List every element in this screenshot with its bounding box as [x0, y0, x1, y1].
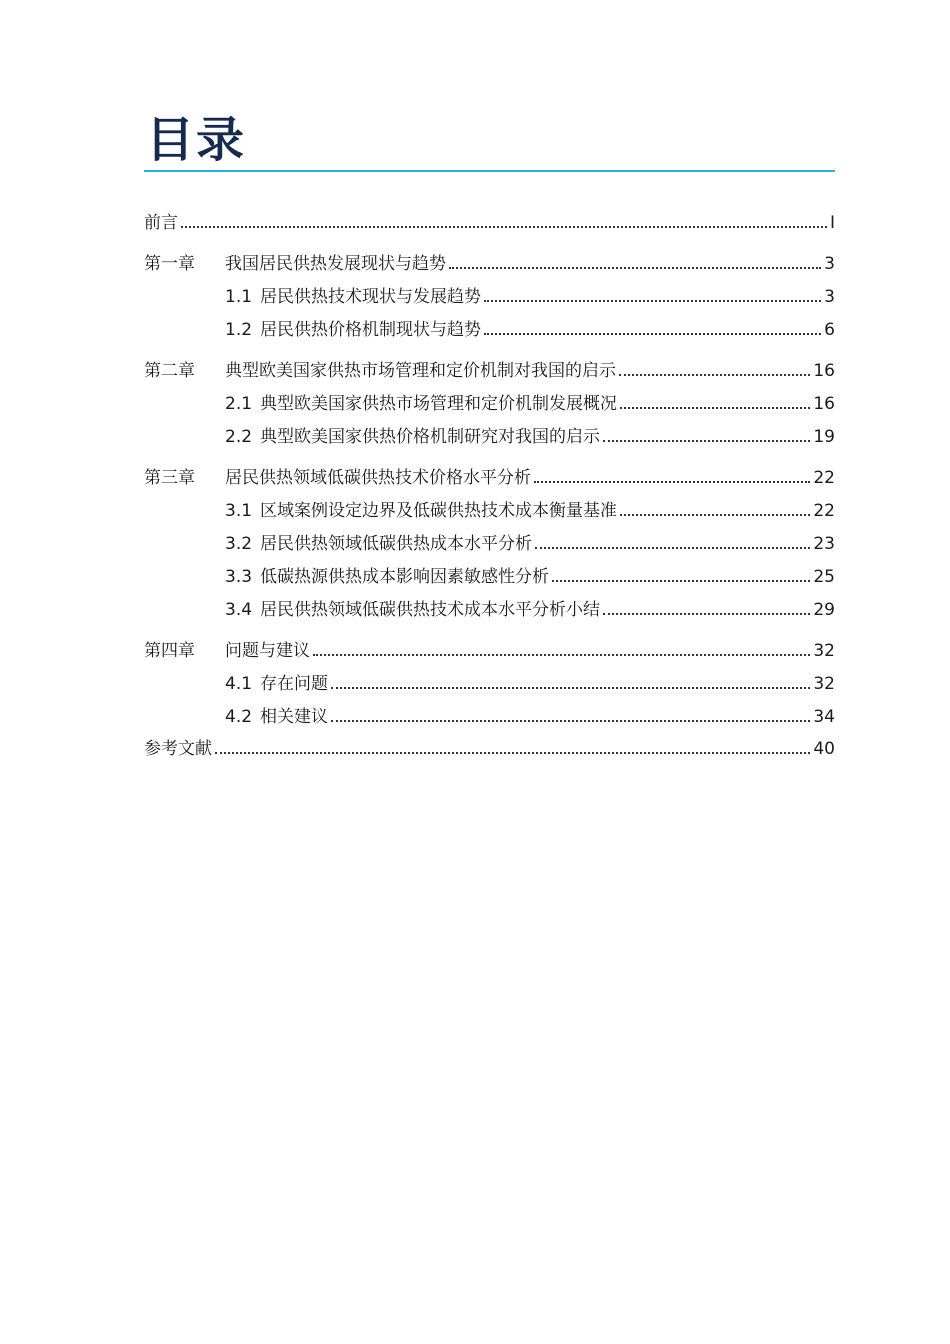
toc-page-number: I — [829, 213, 835, 233]
dot-leader — [181, 226, 827, 228]
toc-page-number: 6 — [824, 320, 835, 340]
toc-chapter-1[interactable] — [144, 249, 835, 275]
dot-leader — [331, 687, 810, 689]
toc-entry-preface[interactable] — [144, 208, 835, 234]
dot-leader — [535, 547, 810, 549]
section-number: 4.1 — [225, 674, 253, 694]
dot-leader — [620, 514, 810, 516]
toc-entry-title: 居民供热技术现状与发展趋势 — [260, 287, 482, 307]
dot-leader — [331, 720, 810, 722]
toc-page-number: 40 — [813, 739, 835, 759]
toc-section-3-1[interactable] — [225, 496, 835, 522]
toc-entry-title: 前言 — [144, 213, 178, 233]
dot-leader — [215, 752, 810, 754]
section-number: 1.2 — [225, 320, 253, 340]
dot-leader — [534, 481, 810, 483]
toc-entry-title: 典型欧美国家供热价格机制研究对我国的启示 — [260, 427, 601, 447]
toc-entry-title: 我国居民供热发展现状与趋势 — [225, 254, 446, 274]
toc-page-number: 16 — [813, 361, 835, 381]
toc-entry-title: 居民供热领域低碳供热技术价格水平分析 — [225, 468, 531, 488]
toc-section-4-2[interactable] — [225, 702, 835, 728]
toc-page-number: 3 — [824, 287, 835, 307]
toc-page-number: 32 — [813, 674, 835, 694]
toc-section-3-4[interactable] — [225, 595, 835, 621]
toc-page-number: 34 — [813, 707, 835, 727]
toc-page-number: 16 — [813, 394, 835, 414]
toc-entry-title: 低碳热源供热成本影响因素敏感性分析 — [260, 567, 550, 587]
toc-chapter-3[interactable] — [144, 463, 835, 489]
dot-leader — [619, 374, 810, 376]
toc-entry-title: 典型欧美国家供热市场管理和定价机制发展概况 — [260, 394, 618, 414]
toc-section-3-2[interactable] — [225, 529, 835, 555]
toc-page-number: 22 — [813, 501, 835, 521]
section-number: 2.2 — [225, 427, 253, 447]
dot-leader — [484, 300, 821, 302]
toc-entry-title: 典型欧美国家供热市场管理和定价机制对我国的启示 — [225, 361, 616, 381]
toc-page-number: 22 — [813, 468, 835, 488]
toc-page-number: 3 — [824, 254, 835, 274]
section-number: 4.2 — [225, 707, 253, 727]
toc-section-2-1[interactable] — [225, 389, 835, 415]
dot-leader — [552, 580, 810, 582]
chapter-label: 第一章 — [144, 254, 195, 274]
toc-entry-title: 区域案例设定边界及低碳供热技术成本衡量基准 — [260, 501, 618, 521]
section-number: 3.1 — [225, 501, 253, 521]
toc-entry-title: 存在问题 — [260, 674, 329, 694]
toc-entry-title: 相关建议 — [260, 707, 329, 727]
section-number: 3.3 — [225, 567, 253, 587]
dot-leader — [603, 440, 810, 442]
toc-section-1-2[interactable] — [225, 315, 835, 341]
toc-section-1-1[interactable] — [225, 282, 835, 308]
toc-page-number: 29 — [813, 600, 835, 620]
section-number: 2.1 — [225, 394, 253, 414]
section-number: 3.2 — [225, 534, 253, 554]
toc-page-number: 19 — [813, 427, 835, 447]
toc-section-2-2[interactable] — [225, 422, 835, 448]
dot-leader — [484, 333, 821, 335]
toc-entry-references[interactable] — [144, 734, 835, 760]
dot-leader — [603, 613, 810, 615]
dot-leader — [313, 654, 810, 656]
chapter-label: 第二章 — [144, 361, 195, 381]
toc-entry-title: 参考文献 — [144, 739, 212, 759]
toc-entry-title: 居民供热价格机制现状与趋势 — [260, 320, 482, 340]
toc-section-4-1[interactable] — [225, 669, 835, 695]
dot-leader — [620, 407, 810, 409]
chapter-label: 第三章 — [144, 468, 195, 488]
section-number: 1.1 — [225, 287, 253, 307]
toc-section-3-3[interactable] — [225, 562, 835, 588]
toc-entry-title: 居民供热领域低碳供热技术成本水平分析小结 — [260, 600, 601, 620]
toc-page-number: 23 — [813, 534, 835, 554]
dot-leader — [449, 267, 821, 269]
chapter-label: 第四章 — [144, 641, 195, 661]
page-title: 目录 — [146, 112, 247, 168]
toc-chapter-2[interactable] — [144, 356, 835, 382]
toc-chapter-4[interactable] — [144, 636, 835, 662]
toc-page-number: 25 — [813, 567, 835, 587]
toc-entry-title: 问题与建议 — [225, 641, 310, 661]
title-divider — [144, 170, 835, 172]
section-number: 3.4 — [225, 600, 253, 620]
toc-entry-title: 居民供热领域低碳供热成本水平分析 — [260, 534, 533, 554]
toc-page-number: 32 — [813, 641, 835, 661]
